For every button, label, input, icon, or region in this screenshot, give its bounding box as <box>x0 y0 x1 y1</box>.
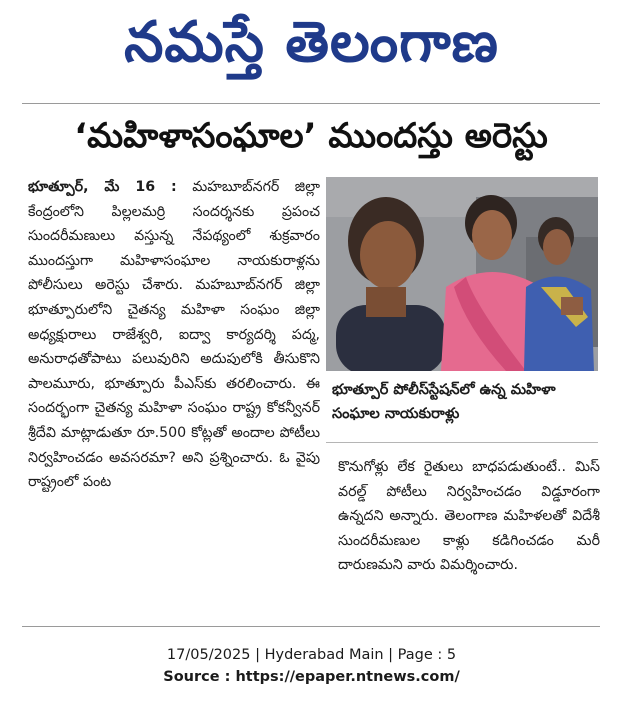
source-link[interactable]: Source : https://epaper.ntnews.com/ <box>163 669 460 685</box>
article-body-right: కొనుగోళ్లు లేక రైతులు బాధపడుతుంటే.. మిస్ వరల్డ్ పోటీలు నిర్వహించడం విడ్డూరంగా ఉన్నదని అన్నారు. తెలంగాణ మహిళలతో విదేశీ సుందరీమణుల కాళ్లు కడిగించడం మరీ దారుణమని వారు విమర్శించారు. <box>338 459 600 574</box>
article-dateline: భూత్పూర్, మే 16 : <box>28 179 177 195</box>
edition-info: 17/05/2025 | Hyderabad Main | Page : 5 <box>166 647 457 663</box>
article-column-left <box>28 175 320 495</box>
caption-divider <box>326 442 598 443</box>
page-footer <box>0 644 623 688</box>
newspaper-masthead: నమస్తే తెలంగాణ <box>124 10 499 75</box>
photo-illustration <box>326 177 598 371</box>
header-divider <box>22 103 600 104</box>
article-paragraph <box>28 175 320 495</box>
news-photo <box>326 177 598 371</box>
photo-caption: భూత్పూర్ పోలీస్‌స్టేషన్‌లో ఉన్న మహిళా సంఘాల నాయకురాళ్లు <box>332 382 556 422</box>
article-column-right <box>338 455 600 578</box>
article-headline: ‘మహిళాసంఘాల’ ముందస్తు అరెస్టు <box>74 116 548 156</box>
footer-divider <box>22 626 600 627</box>
article-body-left: మహబూబ్‌నగర్ జిల్లా కేంద్రంలోని పిల్లలమర్రి సందర్శనకు ప్రపంచ సుందరీమణులు వస్తున్న నేపథ్యంలో శుక్రవారం ముందస్తుగా మహిళాసంఘాల నాయకురాళ్లను పోలీసులు అరెస్టు చేశారు. మహబూబ్‌నగర్ జిల్లా భూత్పూరులోని చైతన్య మహిళా సంఘం జిల్లా అధ్యక్షురాలు రాజేశ్వరి, ఐద్వా కార్యదర్శి పద్మ, అనురాధతోపాటు పలువురిని అదుపులోకి తీసుకొని పాలమూరు, భూత్పూరు పీఎస్‌కు తరలించారు. ఈ సందర్భంగా చైతన్య మహిళా సంఘం రాష్ట్ర కోకన్వీనర్ శ్రీదేవి మాట్లాడుతూ రూ.500 కోట్లతో అందాల పోటీలు నిర్వహించడం అవసరమా? అని ప్రశ్నించారు. ఓ వైపు రాష్ట్రంలో పంట <box>28 179 320 491</box>
